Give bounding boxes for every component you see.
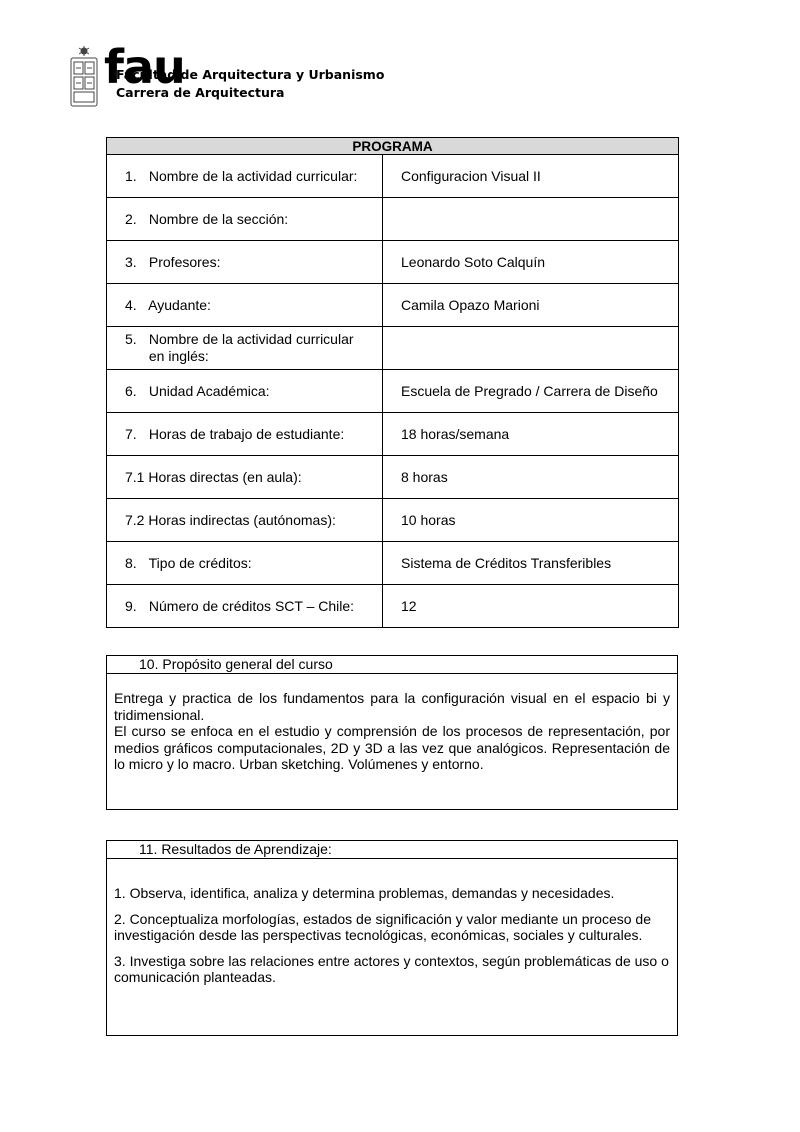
row-number: 6. xyxy=(125,382,137,399)
faculty-line: Facultad de Arquitectura y Urbanismo xyxy=(116,67,385,82)
table-row xyxy=(107,284,679,327)
row-number: 1. xyxy=(125,167,137,184)
outcomes-section xyxy=(106,840,678,1036)
career-line: Carrera de Arquitectura xyxy=(116,85,285,100)
row-number: 7. xyxy=(125,425,137,442)
table-row xyxy=(107,413,679,456)
table-row xyxy=(107,499,679,542)
table-row xyxy=(107,542,679,585)
row-label: Horas indirectas (autónomas): xyxy=(148,511,336,528)
row-number: 3. xyxy=(125,253,137,270)
row-label: Unidad Académica: xyxy=(148,382,270,399)
page-header xyxy=(68,40,388,114)
purpose-body xyxy=(107,674,677,773)
university-seal-icon xyxy=(68,44,100,110)
table-row xyxy=(107,241,679,284)
program-title: PROGRAMA xyxy=(107,138,679,155)
row-label: Nombre de la actividad curricular: xyxy=(148,167,358,184)
outcome-item: 2. Conceptualiza morfologías, estados de significación y valor mediante un proceso de investigación desde las perspectivas tecnológicas, económicas, sociales y culturales. xyxy=(114,910,651,943)
row-label: Nombre de la actividad curricular en inglés: xyxy=(148,331,354,364)
purpose-paragraph: El curso se enfoca en el estudio y comprensión de los procesos de representación, por medios gráficos computacionales, 2D y 3D a las vez que analógicos. Representación de lo micro y lo macro. Urban sketching. Volúmenes y entorno. xyxy=(114,723,670,772)
table-row xyxy=(107,327,679,370)
row-value: Escuela de Pregrado / Carrera de Diseño xyxy=(383,370,679,413)
row-label: Tipo de créditos: xyxy=(148,554,252,571)
outcomes-heading: 11. Resultados de Aprendizaje: xyxy=(107,841,677,859)
row-number: 2. xyxy=(125,210,137,227)
row-label: Horas de trabajo de estudiante: xyxy=(148,425,345,442)
outcomes-body xyxy=(107,859,677,986)
purpose-section xyxy=(106,655,678,810)
row-number: 5. xyxy=(125,331,137,347)
row-label: Horas directas (en aula): xyxy=(148,468,302,485)
row-value xyxy=(383,327,679,370)
row-value: 12 xyxy=(383,585,679,628)
program-table xyxy=(106,137,679,628)
faculty-name xyxy=(116,66,384,102)
table-row xyxy=(107,155,679,198)
purpose-heading: 10. Propósito general del curso xyxy=(107,656,677,674)
row-number: 9. xyxy=(125,597,137,614)
row-label: Nombre de la sección: xyxy=(148,210,289,227)
row-label: Profesores: xyxy=(148,253,221,270)
row-value: Leonardo Soto Calquín xyxy=(383,241,679,284)
table-row xyxy=(107,370,679,413)
row-value: Camila Opazo Marioni xyxy=(383,284,679,327)
row-value: Configuracion Visual II xyxy=(383,155,679,198)
outcome-item: 3. Investiga sobre las relaciones entre actores y contextos, según problemáticas de uso o comunicación planteadas. xyxy=(114,952,669,985)
row-value: Sistema de Créditos Transferibles xyxy=(383,542,679,585)
fau-logo: fau xyxy=(104,40,185,94)
row-number: 7.1 xyxy=(125,468,145,485)
table-row xyxy=(107,198,679,241)
outcome-item: 1. Observa, identifica, analiza y determina problemas, demandas y necesidades. xyxy=(114,885,615,901)
row-number: 4. xyxy=(125,296,137,313)
row-value: 8 horas xyxy=(383,456,679,499)
row-number: 8. xyxy=(125,554,137,571)
row-value xyxy=(383,198,679,241)
table-row xyxy=(107,456,679,499)
table-row xyxy=(107,585,679,628)
row-label: Número de créditos SCT – Chile: xyxy=(148,597,355,614)
row-value: 10 horas xyxy=(383,499,679,542)
row-number: 7.2 xyxy=(125,511,145,528)
row-value: 18 horas/semana xyxy=(383,413,679,456)
purpose-paragraph: Entrega y practica de los fundamentos para la configuración visual en el espacio bi y tridimensional. xyxy=(114,690,670,723)
row-label: Ayudante: xyxy=(148,296,211,313)
